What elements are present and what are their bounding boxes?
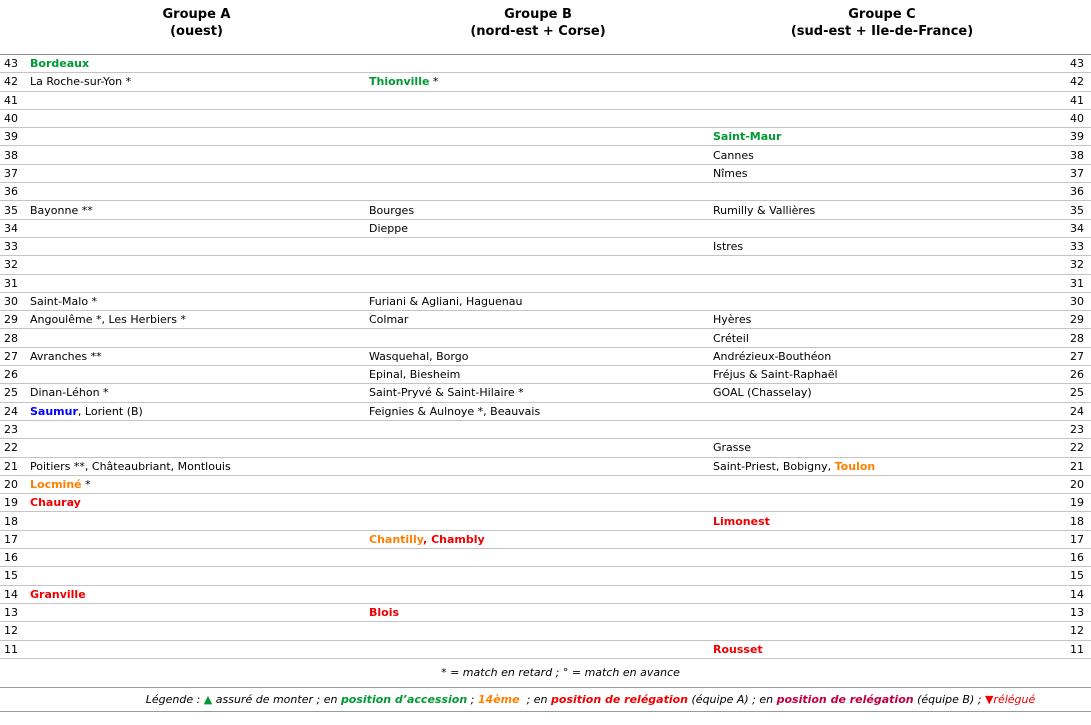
table-row xyxy=(0,384,1091,402)
table-row xyxy=(0,366,1091,384)
points-right-label: 16 xyxy=(1070,551,1084,565)
points-left-label: 41 xyxy=(4,93,18,107)
group-c-cell xyxy=(710,386,1054,399)
points-left-label: 23 xyxy=(4,423,18,437)
team-name: Wasquehal, Borgo xyxy=(369,349,469,363)
group-a-cell xyxy=(27,405,366,418)
table-row xyxy=(0,494,1091,512)
team-name: Bayonne ** xyxy=(30,203,93,217)
legend-segment: ; en xyxy=(519,692,552,706)
points-left-label: 43 xyxy=(4,57,18,71)
points-right-label: 13 xyxy=(1070,606,1084,620)
group-c-cell xyxy=(710,460,1054,473)
points-right-label: 11 xyxy=(1070,642,1084,656)
group-a-cell xyxy=(27,313,366,326)
team-name: Toulon xyxy=(834,459,876,473)
points-left-label: 38 xyxy=(4,148,18,162)
footnote-text: * = match en retard ; ° = match en avance xyxy=(441,666,680,680)
team-name: Feignies & Aulnoye *, Beauvais xyxy=(369,404,541,418)
points-left-label: 14 xyxy=(4,587,18,601)
legend-segment: assuré de monter ; en xyxy=(212,692,341,706)
group-c-header xyxy=(710,6,1054,54)
team-name: Grasse xyxy=(713,441,752,455)
team-name: Epinal, Biesheim xyxy=(369,368,461,382)
table-row xyxy=(0,458,1091,476)
legend-segment: position de relégation xyxy=(551,692,689,706)
table-row xyxy=(0,183,1091,201)
team-name: Limonest xyxy=(713,514,770,528)
group-a-subtitle: (ouest) xyxy=(170,24,223,39)
table-row xyxy=(0,567,1091,585)
group-c-cell xyxy=(710,350,1054,363)
table-row xyxy=(0,586,1091,604)
points-left-label: 25 xyxy=(4,386,18,400)
points-left-label: 13 xyxy=(4,606,18,620)
points-right-label: 14 xyxy=(1070,587,1084,601)
table-row xyxy=(0,476,1091,494)
group-c-title: Groupe C xyxy=(848,7,916,22)
table-row xyxy=(0,73,1091,91)
points-left-label: 31 xyxy=(4,276,18,290)
points-right-label: 19 xyxy=(1070,496,1084,510)
points-left-label: 26 xyxy=(4,368,18,382)
points-right-label: 31 xyxy=(1070,276,1084,290)
table-row xyxy=(0,146,1091,164)
points-left-label: 20 xyxy=(4,477,18,491)
team-name: Granville xyxy=(30,587,86,601)
points-right-label: 25 xyxy=(1070,386,1084,400)
table-row xyxy=(0,549,1091,567)
team-name: La Roche-sur-Yon * xyxy=(30,75,132,89)
team-name: Thionville xyxy=(369,75,430,89)
table-row xyxy=(0,531,1091,549)
table-row xyxy=(0,238,1091,256)
legend-segment: Légende : xyxy=(145,692,204,706)
points-right-label: 22 xyxy=(1070,441,1084,455)
points-left-label: 37 xyxy=(4,166,18,180)
group-b-cell xyxy=(366,606,710,619)
points-right-label: 37 xyxy=(1070,166,1084,180)
points-left-label: 35 xyxy=(4,203,18,217)
points-left-label: 30 xyxy=(4,295,18,308)
table-row xyxy=(0,311,1091,329)
legend-row xyxy=(0,688,1091,712)
table-row xyxy=(0,421,1091,439)
points-left-label: 39 xyxy=(4,130,18,144)
points-left-label: 34 xyxy=(4,221,18,235)
team-name: Cannes xyxy=(713,148,754,162)
group-b-cell xyxy=(366,405,710,418)
group-b-title: Groupe B xyxy=(504,7,572,22)
legend-segment: (équipe B) ; xyxy=(913,692,985,706)
team-name: Saint-Priest, Bobigny, xyxy=(713,459,835,473)
team-name: Avranches ** xyxy=(30,349,102,363)
points-right-label: 24 xyxy=(1070,404,1084,418)
table-row xyxy=(0,604,1091,622)
points-right-label: 17 xyxy=(1070,532,1084,546)
team-name: Poitiers **, Châteaubriant, Montlouis xyxy=(30,459,231,473)
group-c-cell xyxy=(710,240,1054,253)
team-name: Dinan-Léhon * xyxy=(30,386,109,400)
points-left-label: 11 xyxy=(4,642,18,656)
team-name: Hyères xyxy=(713,313,752,327)
table-header xyxy=(0,0,1091,54)
team-name: Dieppe xyxy=(369,221,409,235)
table-row xyxy=(0,329,1091,347)
points-left-label: 12 xyxy=(4,624,18,638)
team-name: Saint-Pryvé & Saint-Hilaire * xyxy=(369,386,524,400)
group-c-cell xyxy=(710,149,1054,162)
group-b-subtitle: (nord-est + Corse) xyxy=(470,24,606,39)
team-name: Saint-Maur xyxy=(713,130,782,144)
group-b-cell xyxy=(366,313,710,326)
points-right-label: 32 xyxy=(1070,258,1084,272)
table-row xyxy=(0,256,1091,274)
table-row xyxy=(0,641,1091,659)
team-name: Angoulême *, Les Herbiers * xyxy=(30,313,187,327)
points-right-label: 34 xyxy=(1070,221,1084,235)
team-name: Chauray xyxy=(30,496,81,510)
points-right-label: 38 xyxy=(1070,148,1084,162)
team-name: Fréjus & Saint-Raphaël xyxy=(713,368,838,382)
points-right-label: 43 xyxy=(1070,57,1084,71)
team-name: GOAL (Chasselay) xyxy=(713,386,812,400)
team-name: Saint-Malo * xyxy=(30,295,98,308)
points-right-label: 18 xyxy=(1070,514,1084,528)
team-name: Blois xyxy=(369,606,400,620)
table-row xyxy=(0,275,1091,293)
group-c-cell xyxy=(710,332,1054,345)
group-b-cell xyxy=(366,75,710,88)
points-right-label: 29 xyxy=(1070,313,1084,327)
points-right-label: 28 xyxy=(1070,331,1084,345)
table-row xyxy=(0,128,1091,146)
legend-segment: position d’accession xyxy=(340,692,468,706)
group-a-cell xyxy=(27,204,366,217)
points-right-label: 33 xyxy=(1070,240,1084,254)
points-right-label: 41 xyxy=(1070,93,1084,107)
points-left-label: 32 xyxy=(4,258,18,272)
table-row xyxy=(0,110,1091,128)
group-c-cell xyxy=(710,130,1054,143)
standings-table xyxy=(0,54,1091,659)
group-a-cell xyxy=(27,460,366,473)
points-right-label: 21 xyxy=(1070,459,1084,473)
group-c-cell xyxy=(710,204,1054,217)
points-right-label: 36 xyxy=(1070,185,1084,199)
points-left-label: 17 xyxy=(4,532,18,546)
table-row xyxy=(0,293,1091,311)
group-c-cell xyxy=(710,515,1054,528)
points-left-label: 19 xyxy=(4,496,18,510)
group-a-cell xyxy=(27,57,366,70)
down-triangle-icon: ▼ xyxy=(984,692,994,706)
points-left-label: 29 xyxy=(4,313,18,327)
table-row xyxy=(0,201,1091,219)
points-left-label: 40 xyxy=(4,112,18,126)
team-name: * xyxy=(81,477,91,491)
team-name: , xyxy=(423,532,432,546)
points-left-label: 18 xyxy=(4,514,18,528)
team-name: Furiani & Agliani, Haguenau xyxy=(369,295,523,308)
group-a-cell xyxy=(27,478,366,491)
points-left-label: 24 xyxy=(4,404,18,418)
team-name: Colmar xyxy=(369,313,409,327)
table-row xyxy=(0,348,1091,366)
legend-segment: ; xyxy=(467,692,478,706)
legend-segment: 14ème xyxy=(477,692,520,706)
group-a-cell xyxy=(27,350,366,363)
team-name: Rumilly & Vallières xyxy=(713,203,816,217)
group-c-cell xyxy=(710,368,1054,381)
group-b-cell xyxy=(366,386,710,399)
group-b-cell xyxy=(366,295,710,308)
group-b-cell xyxy=(366,204,710,217)
footnote-row xyxy=(0,659,1091,688)
team-name: Bourges xyxy=(369,203,415,217)
group-c-cell xyxy=(710,441,1054,454)
team-name: * xyxy=(429,75,439,89)
points-right-label: 20 xyxy=(1070,477,1084,491)
points-right-label: 12 xyxy=(1070,624,1084,638)
group-c-cell xyxy=(710,313,1054,326)
points-right-label: 27 xyxy=(1070,349,1084,363)
legend-segment: (équipe A) ; en xyxy=(688,692,777,706)
table-row xyxy=(0,622,1091,640)
team-name: Istres xyxy=(713,240,744,254)
group-c-subtitle: (sud-est + Ile-de-France) xyxy=(790,24,974,39)
group-b-cell xyxy=(366,533,710,546)
legend-segment: rélégué xyxy=(993,692,1036,706)
points-right-label: 35 xyxy=(1070,203,1084,217)
group-a-cell xyxy=(27,75,366,88)
points-left-label: 42 xyxy=(4,75,18,89)
points-left-label: 16 xyxy=(4,551,18,565)
group-b-header xyxy=(366,6,710,54)
team-name: Andrézieux-Bouthéon xyxy=(713,349,832,363)
table-row xyxy=(0,439,1091,457)
group-a-cell xyxy=(27,588,366,601)
points-left-label: 33 xyxy=(4,240,18,254)
points-right-label: 40 xyxy=(1070,112,1084,126)
team-name: Chambly xyxy=(431,532,485,546)
group-a-cell xyxy=(27,386,366,399)
group-a-cell xyxy=(27,295,366,308)
points-left-label: 15 xyxy=(4,569,18,583)
group-c-cell xyxy=(710,643,1054,656)
points-left-label: 28 xyxy=(4,331,18,345)
points-right-label: 42 xyxy=(1070,75,1084,89)
points-right-label: 30 xyxy=(1070,295,1084,308)
team-name: , Lorient (B) xyxy=(77,404,143,418)
group-c-cell xyxy=(710,167,1054,180)
points-left-label: 22 xyxy=(4,441,18,455)
group-b-cell xyxy=(366,368,710,381)
table-row xyxy=(0,92,1091,110)
team-name: Bordeaux xyxy=(30,57,90,71)
up-triangle-icon: ▲ xyxy=(203,692,213,706)
table-row xyxy=(0,165,1091,183)
group-b-cell xyxy=(366,222,710,235)
group-a-cell xyxy=(27,496,366,509)
group-a-title: Groupe A xyxy=(162,7,231,22)
table-row xyxy=(0,220,1091,238)
points-right-label: 26 xyxy=(1070,368,1084,382)
points-left-label: 27 xyxy=(4,349,18,363)
team-name: Nîmes xyxy=(713,166,748,180)
team-name: Chantilly xyxy=(369,532,424,546)
legend-segment: position de relégation xyxy=(776,692,914,706)
points-right-label: 39 xyxy=(1070,130,1084,144)
group-b-cell xyxy=(366,350,710,363)
team-name: Créteil xyxy=(713,331,749,345)
group-a-header xyxy=(27,6,366,54)
team-name: Locminé xyxy=(30,477,82,491)
points-left-label: 36 xyxy=(4,185,18,199)
team-name: Saumur xyxy=(30,404,78,418)
table-row xyxy=(0,512,1091,530)
points-right-label: 23 xyxy=(1070,423,1084,437)
points-left-label: 21 xyxy=(4,459,18,473)
team-name: Rousset xyxy=(713,642,763,656)
table-row xyxy=(0,55,1091,73)
points-right-label: 15 xyxy=(1070,569,1084,583)
table-row xyxy=(0,403,1091,421)
